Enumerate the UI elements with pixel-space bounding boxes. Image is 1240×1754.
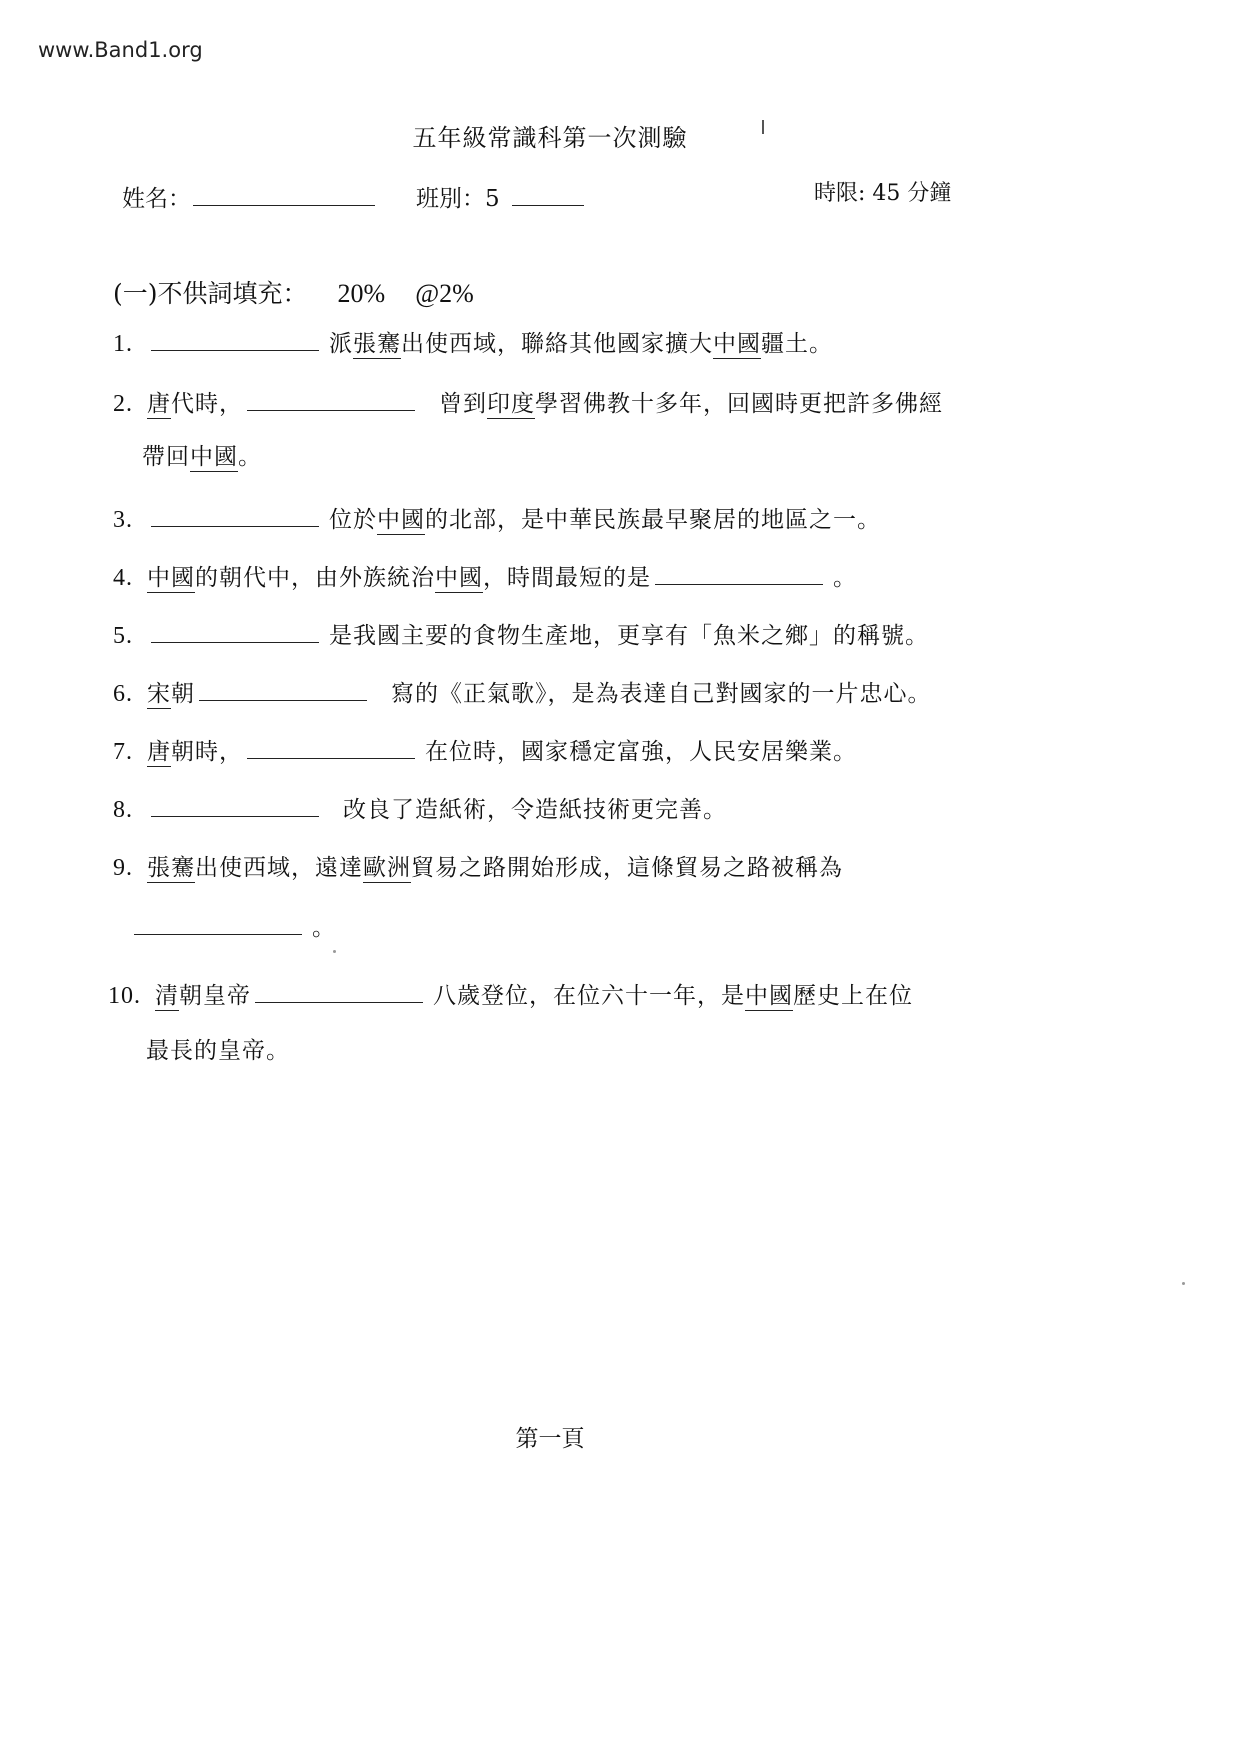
section-heading — [113, 274, 474, 310]
question-text: 。 — [238, 444, 262, 470]
question-9 — [113, 856, 843, 880]
class-field — [416, 180, 594, 213]
question-6 — [113, 680, 932, 706]
answer-blank[interactable] — [151, 796, 319, 817]
question-text: 的北部，是中華民族最早聚居的地區之一。 — [425, 507, 881, 533]
question-number: 5. — [113, 623, 133, 649]
question-text: 在位時，國家穩定富強，人民安居樂業。 — [425, 739, 857, 765]
proper-noun: 中國 — [377, 507, 425, 533]
question-text: 歷史上在位 — [793, 983, 913, 1009]
question-text: 朝皇帝 — [179, 983, 251, 1009]
question-text: 派 — [329, 331, 353, 357]
class-label: 班別：5 — [416, 186, 500, 212]
page-title: 五年級常識科第一次測驗 — [412, 124, 688, 152]
question-10-continued — [146, 1040, 290, 1063]
page-number: 第一頁 — [515, 1426, 585, 1452]
name-label: 姓名： — [122, 186, 191, 212]
scan-mark — [762, 120, 764, 134]
answer-blank[interactable] — [247, 390, 415, 411]
question-text: 疆土。 — [761, 331, 833, 357]
question-number: 3. — [113, 507, 133, 533]
question-text: 代時， — [171, 391, 243, 417]
site-watermark: www.Band1.org — [38, 38, 203, 62]
question-10 — [108, 982, 913, 1008]
question-1 — [113, 330, 833, 356]
proper-noun: 張騫 — [353, 331, 401, 357]
question-text: ，時間最短的是 — [483, 565, 651, 591]
question-2 — [113, 390, 943, 416]
question-text: 八歲登位，在位六十一年，是 — [433, 983, 745, 1009]
question-8 — [113, 796, 727, 822]
proper-noun: 中國 — [435, 565, 483, 591]
question-text: 朝時， — [171, 739, 243, 765]
section-title: (一)不供詞填充： — [113, 279, 308, 308]
proper-noun: 清 — [155, 983, 179, 1009]
scan-speck — [333, 950, 336, 953]
scan-speck — [1182, 1282, 1185, 1285]
question-text: 出使西域，遠達 — [195, 855, 363, 881]
name-field — [122, 180, 385, 213]
question-text: 的朝代中，由外族統治 — [195, 565, 435, 591]
question-number: 4. — [113, 565, 133, 591]
answer-blank[interactable] — [151, 622, 319, 643]
question-text: 。 — [312, 915, 336, 941]
question-7 — [113, 738, 857, 764]
proper-noun: 印度 — [487, 391, 535, 417]
question-text: 改良了造紙術，令造紙技術更完善。 — [343, 797, 727, 823]
answer-blank[interactable] — [255, 982, 423, 1003]
proper-noun: 中國 — [147, 565, 195, 591]
name-blank[interactable] — [193, 185, 375, 206]
question-text: 出使西域，聯絡其他國家擴大 — [401, 331, 713, 357]
answer-blank[interactable] — [655, 564, 823, 585]
question-number: 2. — [113, 391, 133, 417]
answer-blank[interactable] — [151, 506, 319, 527]
section-each: @2% — [415, 279, 474, 308]
question-text: 最長的皇帝。 — [146, 1038, 290, 1064]
proper-noun: 中國 — [713, 331, 761, 357]
question-4 — [113, 564, 857, 590]
question-text: 寫的《正氣歌》，是為表達自己對國家的一片忠心。 — [391, 681, 932, 707]
answer-blank[interactable] — [151, 330, 319, 351]
answer-blank[interactable] — [134, 914, 302, 935]
question-number: 1. — [113, 331, 133, 357]
question-number: 10. — [108, 983, 141, 1009]
proper-noun: 中國 — [190, 444, 238, 470]
question-number: 6. — [113, 681, 133, 707]
question-text: 曾到 — [439, 391, 487, 417]
question-number: 8. — [113, 797, 133, 823]
time-limit: 時限: 45 分鐘 — [814, 181, 952, 206]
question-text: 位於 — [329, 507, 377, 533]
proper-noun: 唐 — [147, 739, 171, 765]
question-text: 朝 — [171, 681, 195, 707]
question-9-continued — [134, 914, 336, 940]
question-text: 帶回 — [142, 444, 190, 470]
proper-noun: 張騫 — [147, 855, 195, 881]
proper-noun: 唐 — [147, 391, 171, 417]
section-percent: 20% — [337, 279, 386, 308]
question-5 — [113, 622, 929, 648]
answer-blank[interactable] — [247, 738, 415, 759]
answer-blank[interactable] — [199, 680, 367, 701]
proper-noun: 歐洲 — [363, 855, 411, 881]
question-number: 9. — [113, 855, 133, 881]
question-3 — [113, 506, 881, 532]
question-2-continued — [142, 446, 262, 469]
question-text: 。 — [833, 565, 857, 591]
question-text: 貿易之路開始形成，這條貿易之路被稱為 — [411, 855, 843, 881]
question-text: 學習佛教十多年，回國時更把許多佛經 — [535, 391, 943, 417]
class-blank[interactable] — [512, 185, 584, 206]
proper-noun: 中國 — [745, 983, 793, 1009]
proper-noun: 宋 — [147, 681, 171, 707]
question-number: 7. — [113, 739, 133, 765]
question-text: 是我國主要的食物生產地，更享有「魚米之鄉」的稱號。 — [329, 623, 929, 649]
